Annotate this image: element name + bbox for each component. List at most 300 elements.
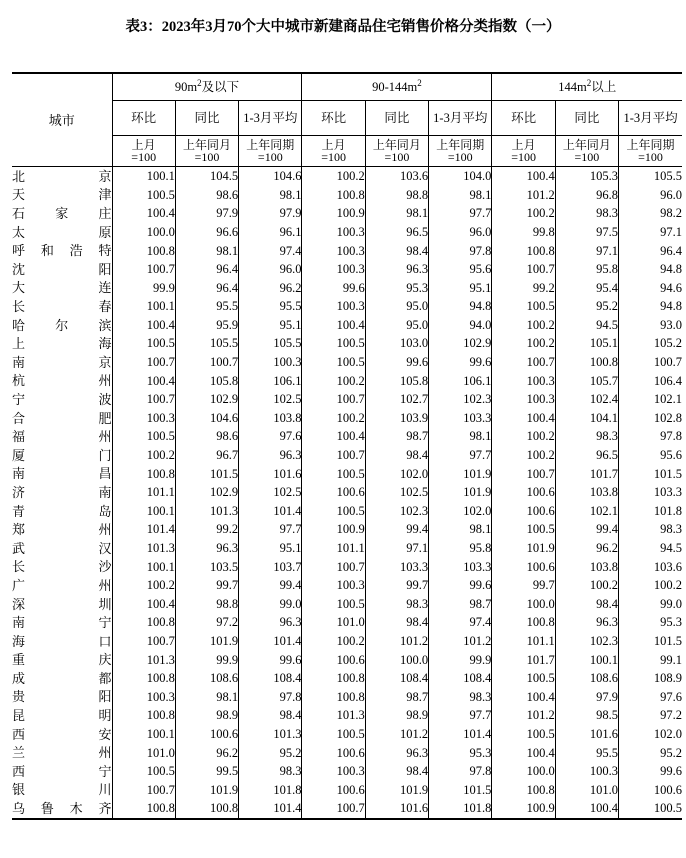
city-name-text: 西宁 — [12, 763, 112, 779]
value-cell: 97.6 — [239, 428, 302, 447]
table-row — [12, 521, 682, 540]
table-row — [12, 428, 682, 447]
city-name-cell — [12, 428, 112, 447]
city-name-cell — [12, 688, 112, 707]
value-cell: 100.3 — [302, 298, 365, 317]
table-row — [12, 335, 682, 354]
value-cell: 98.1 — [429, 428, 492, 447]
value-cell: 100.3 — [492, 391, 555, 410]
value-cell: 101.1 — [112, 483, 175, 502]
value-cell: 100.7 — [492, 260, 555, 279]
value-cell: 99.6 — [302, 279, 365, 298]
value-cell: 100.4 — [492, 688, 555, 707]
value-cell: 103.0 — [365, 335, 428, 354]
value-cell: 101.6 — [555, 725, 618, 744]
value-cell: 100.7 — [112, 391, 175, 410]
header-base-0-0 — [112, 136, 175, 167]
value-cell: 99.7 — [175, 576, 238, 595]
value-cell: 95.5 — [175, 298, 238, 317]
value-cell: 101.9 — [429, 483, 492, 502]
value-cell: 100.4 — [112, 205, 175, 224]
table-row — [12, 465, 682, 484]
city-name-text: 天津 — [12, 187, 112, 203]
value-cell: 94.8 — [429, 298, 492, 317]
value-cell: 98.3 — [555, 428, 618, 447]
value-cell: 100.2 — [302, 167, 365, 186]
value-cell: 100.4 — [492, 167, 555, 186]
value-cell: 98.1 — [175, 242, 238, 261]
value-cell: 103.8 — [555, 483, 618, 502]
value-cell: 97.7 — [239, 521, 302, 540]
value-cell: 97.9 — [555, 688, 618, 707]
value-cell: 102.1 — [555, 502, 618, 521]
header-group-2 — [492, 73, 682, 101]
value-cell: 100.6 — [302, 651, 365, 670]
city-name-text: 长沙 — [12, 559, 112, 575]
table-head — [12, 73, 682, 167]
value-cell: 104.6 — [175, 409, 238, 428]
value-cell: 100.6 — [175, 725, 238, 744]
value-cell: 101.8 — [653, 503, 682, 518]
value-cell: 102.9 — [429, 335, 492, 354]
value-cell: 102.3 — [429, 391, 492, 410]
value-cell: 101.5 — [429, 781, 492, 800]
table-row — [12, 614, 682, 633]
value-cell: 99.0 — [660, 596, 682, 611]
city-name-cell — [12, 595, 112, 614]
header-base-2-1-l1: 上年同月 — [562, 137, 611, 152]
value-cell: 100.1 — [112, 502, 175, 521]
table-row — [12, 744, 682, 763]
value-cell: 100.5 — [302, 595, 365, 614]
value-cell: 99.2 — [492, 279, 555, 298]
value-cell: 104.1 — [555, 409, 618, 428]
city-name-cell — [12, 372, 112, 391]
header-base-0-2-l1: 上年同期 — [246, 137, 295, 152]
value-cell: 108.6 — [175, 669, 238, 688]
value-cell: 101.4 — [239, 800, 302, 820]
header-row-groups — [12, 73, 682, 101]
table-row — [12, 353, 682, 372]
value-cell: 100.7 — [175, 353, 238, 372]
value-cell: 98.6 — [175, 428, 238, 447]
value-cell: 99.2 — [175, 521, 238, 540]
city-name-cell — [12, 707, 112, 726]
value-cell: 96.6 — [175, 223, 238, 242]
city-name-text: 厦门 — [12, 447, 112, 463]
value-cell: 100.5 — [302, 353, 365, 372]
value-cell: 95.8 — [429, 539, 492, 558]
table-row — [12, 558, 682, 577]
header-base-1-1 — [365, 136, 428, 167]
value-cell: 100.2 — [112, 576, 175, 595]
value-cell: 101.3 — [175, 502, 238, 521]
value-cell: 96.0 — [239, 260, 302, 279]
table-row — [12, 669, 682, 688]
table-row — [12, 483, 682, 502]
value-cell: 97.1 — [365, 539, 428, 558]
value-cell: 100.4 — [112, 372, 175, 391]
city-name-text: 长春 — [12, 299, 112, 315]
header-group-0-post: 及以下 — [201, 79, 240, 94]
value-cell: 100.7 — [302, 391, 365, 410]
value-cell: 100.6 — [653, 782, 682, 797]
value-cell: 100.1 — [112, 725, 175, 744]
table-row — [12, 391, 682, 410]
header-base-1-1-l1: 上年同月 — [372, 137, 421, 152]
value-cell: 101.0 — [112, 744, 175, 763]
header-group-0-pre: 90m — [174, 79, 198, 94]
value-cell: 108.4 — [239, 669, 302, 688]
value-cell: 100.5 — [619, 800, 682, 820]
value-cell: 101.5 — [175, 465, 238, 484]
header-group-0-sup: 2 — [197, 77, 202, 88]
value-cell: 100.3 — [302, 576, 365, 595]
header-base-2-0 — [492, 136, 555, 167]
value-cell: 97.5 — [555, 223, 618, 242]
value-cell: 102.0 — [365, 465, 428, 484]
value-cell: 100.6 — [302, 483, 365, 502]
value-cell: 99.4 — [365, 521, 428, 540]
value-cell: 100.4 — [302, 428, 365, 447]
table-row — [12, 707, 682, 726]
value-cell: 98.7 — [365, 688, 428, 707]
city-name-cell — [12, 316, 112, 335]
value-cell: 96.5 — [555, 446, 618, 465]
header-group-1-sup: 2 — [417, 77, 422, 88]
value-cell: 100.5 — [302, 502, 365, 521]
table-row — [12, 409, 682, 428]
city-name-text: 海口 — [12, 633, 112, 649]
value-cell: 103.3 — [653, 485, 682, 500]
value-cell: 108.4 — [429, 669, 492, 688]
value-cell: 99.6 — [429, 576, 492, 595]
value-cell: 98.4 — [365, 762, 428, 781]
value-cell: 100.2 — [653, 578, 682, 593]
value-cell: 96.7 — [175, 446, 238, 465]
header-base-2-0-l1: 上月 — [511, 137, 536, 152]
value-cell: 98.4 — [365, 614, 428, 633]
value-cell: 100.1 — [112, 167, 175, 186]
value-cell: 95.6 — [660, 448, 682, 463]
city-name-text: 郑州 — [12, 522, 112, 538]
value-cell: 102.7 — [365, 391, 428, 410]
value-cell: 93.0 — [660, 317, 682, 332]
value-cell: 100.8 — [112, 800, 175, 820]
value-cell: 100.1 — [555, 651, 618, 670]
table-row — [12, 632, 682, 651]
table-row — [12, 298, 682, 317]
value-cell: 100.7 — [492, 465, 555, 484]
value-cell: 103.9 — [365, 409, 428, 428]
value-cell: 96.0 — [660, 187, 682, 202]
value-cell: 100.2 — [492, 335, 555, 354]
value-cell: 105.8 — [365, 372, 428, 391]
value-cell: 100.8 — [302, 669, 365, 688]
value-cell: 96.5 — [365, 223, 428, 242]
value-cell: 100.7 — [112, 781, 175, 800]
value-cell: 100.7 — [302, 800, 365, 820]
table-row — [12, 372, 682, 391]
city-name-cell — [12, 353, 112, 372]
city-name-cell — [12, 260, 112, 279]
city-name-cell — [12, 521, 112, 540]
value-cell: 102.9 — [175, 391, 238, 410]
value-cell: 100.5 — [112, 428, 175, 447]
value-cell: 104.6 — [239, 167, 302, 186]
table-row — [12, 446, 682, 465]
value-cell: 101.8 — [239, 781, 302, 800]
value-cell: 101.9 — [175, 632, 238, 651]
city-name-text: 杭州 — [12, 373, 112, 389]
value-cell: 95.3 — [660, 615, 682, 630]
table-row — [12, 223, 682, 242]
value-cell: 100.5 — [302, 725, 365, 744]
city-name-cell — [12, 167, 112, 186]
city-name-cell — [12, 502, 112, 521]
value-cell: 98.3 — [660, 522, 682, 537]
city-name-cell — [12, 762, 112, 781]
value-cell: 101.9 — [175, 781, 238, 800]
header-measure-1-0: 环比 — [302, 101, 365, 136]
value-cell: 99.7 — [365, 576, 428, 595]
value-cell: 94.5 — [660, 541, 682, 555]
value-cell: 108.9 — [653, 671, 682, 686]
value-cell: 100.8 — [112, 707, 175, 726]
city-name-text: 沈阳 — [12, 261, 112, 277]
header-base-2-2 — [619, 136, 682, 167]
value-cell: 98.1 — [429, 186, 492, 205]
city-name-cell — [12, 391, 112, 410]
value-cell: 98.3 — [555, 205, 618, 224]
value-cell: 96.8 — [555, 186, 618, 205]
value-cell: 100.3 — [492, 372, 555, 391]
city-name-cell — [12, 205, 112, 224]
value-cell: 100.7 — [653, 355, 682, 370]
table-row — [12, 316, 682, 335]
value-cell: 100.5 — [302, 465, 365, 484]
value-cell: 97.8 — [239, 688, 302, 707]
value-cell: 95.6 — [429, 260, 492, 279]
header-group-2-post: 以上 — [591, 79, 617, 94]
value-cell: 95.2 — [239, 744, 302, 763]
value-cell: 98.1 — [429, 521, 492, 540]
value-cell: 99.6 — [239, 651, 302, 670]
value-cell: 100.4 — [492, 409, 555, 428]
table-row — [12, 539, 682, 558]
value-cell: 100.3 — [112, 409, 175, 428]
header-base-2-2-l1: 上年同期 — [626, 137, 675, 152]
value-cell: 103.7 — [239, 558, 302, 577]
value-cell: 97.8 — [429, 242, 492, 261]
value-cell: 99.1 — [660, 652, 682, 667]
header-base-0-2-l2: =100 — [257, 150, 283, 165]
value-cell: 100.8 — [112, 614, 175, 633]
value-cell: 97.4 — [239, 242, 302, 261]
value-cell: 100.6 — [302, 744, 365, 763]
value-cell: 95.2 — [555, 298, 618, 317]
value-cell: 100.6 — [492, 483, 555, 502]
city-name-cell — [12, 669, 112, 688]
value-cell: 97.9 — [239, 205, 302, 224]
value-cell: 100.3 — [302, 260, 365, 279]
value-cell: 99.9 — [429, 651, 492, 670]
value-cell: 100.8 — [492, 614, 555, 633]
value-cell: 95.3 — [429, 744, 492, 763]
value-cell: 95.0 — [365, 298, 428, 317]
value-cell: 100.2 — [492, 428, 555, 447]
value-cell: 97.2 — [175, 614, 238, 633]
value-cell: 100.4 — [492, 744, 555, 763]
city-name-cell — [12, 223, 112, 242]
value-cell: 95.9 — [175, 316, 238, 335]
city-name-cell — [12, 242, 112, 261]
value-cell: 102.8 — [653, 410, 682, 425]
city-name-cell — [12, 446, 112, 465]
value-cell: 96.4 — [175, 260, 238, 279]
header-base-1-0-l2: =100 — [321, 150, 347, 165]
value-cell: 101.2 — [365, 725, 428, 744]
header-measure-0-1: 同比 — [175, 101, 238, 136]
value-cell: 98.4 — [239, 707, 302, 726]
table-row — [12, 651, 682, 670]
page-title: 表3：2023年3月70个大中城市新建商品住宅销售价格分类指数（一） — [125, 19, 561, 35]
value-cell: 95.4 — [555, 279, 618, 298]
header-base-2-1-l2: =100 — [574, 150, 600, 165]
value-cell: 108.6 — [555, 669, 618, 688]
value-cell: 100.2 — [302, 632, 365, 651]
value-cell: 98.3 — [239, 762, 302, 781]
value-cell: 96.1 — [239, 223, 302, 242]
value-cell: 105.5 — [239, 335, 302, 354]
value-cell: 100.2 — [492, 205, 555, 224]
value-cell: 102.1 — [653, 392, 682, 407]
value-cell: 100.3 — [239, 353, 302, 372]
value-cell: 105.3 — [555, 167, 618, 186]
value-cell: 97.2 — [660, 708, 682, 723]
value-cell: 95.5 — [555, 744, 618, 763]
value-cell: 95.2 — [660, 745, 682, 760]
value-cell: 100.5 — [302, 335, 365, 354]
header-base-0-2 — [239, 136, 302, 167]
city-name-text: 武汉 — [12, 540, 112, 556]
value-cell: 101.3 — [112, 539, 175, 558]
header-group-2-pre: 144m — [558, 79, 587, 94]
city-name-text: 太原 — [12, 224, 112, 240]
city-name-cell — [12, 409, 112, 428]
value-cell: 96.2 — [239, 279, 302, 298]
city-name-text: 成都 — [12, 670, 112, 686]
value-cell: 96.4 — [175, 279, 238, 298]
header-base-1-2-l1: 上年同期 — [436, 137, 485, 152]
value-cell: 98.8 — [365, 186, 428, 205]
city-name-cell — [12, 465, 112, 484]
city-name-text: 银川 — [12, 782, 112, 798]
value-cell: 100.9 — [492, 800, 555, 820]
header-group-2-sup: 2 — [586, 77, 592, 88]
city-name-text: 石家庄 — [12, 206, 112, 222]
value-cell: 100.7 — [302, 558, 365, 577]
value-cell: 100.4 — [112, 595, 175, 614]
value-cell: 103.8 — [239, 409, 302, 428]
header-base-1-0-l1: 上月 — [321, 137, 346, 152]
value-cell: 101.9 — [365, 781, 428, 800]
city-name-cell — [12, 614, 112, 633]
value-cell: 96.2 — [175, 744, 238, 763]
value-cell: 101.4 — [112, 521, 175, 540]
city-name-text: 合肥 — [12, 410, 112, 426]
value-cell: 105.7 — [555, 372, 618, 391]
city-name-cell — [12, 298, 112, 317]
city-name-cell — [12, 744, 112, 763]
header-measure-0-0: 环比 — [112, 101, 175, 136]
value-cell: 100.7 — [112, 260, 175, 279]
value-cell: 99.0 — [239, 595, 302, 614]
value-cell: 100.6 — [492, 502, 555, 521]
city-name-text: 乌鲁木齐 — [12, 801, 112, 817]
city-name-cell — [12, 725, 112, 744]
value-cell: 100.8 — [492, 781, 555, 800]
value-cell: 98.4 — [365, 446, 428, 465]
city-name-text: 贵阳 — [12, 689, 112, 705]
city-name-text: 西安 — [12, 726, 112, 742]
value-cell: 96.3 — [175, 539, 238, 558]
value-cell: 97.4 — [429, 614, 492, 633]
city-name-cell — [12, 800, 112, 820]
value-cell: 101.4 — [429, 725, 492, 744]
value-cell: 100.3 — [112, 688, 175, 707]
table-row — [12, 502, 682, 521]
value-cell: 94.6 — [660, 280, 682, 295]
value-cell: 100.2 — [492, 446, 555, 465]
value-cell: 100.3 — [555, 762, 618, 781]
value-cell: 104.0 — [429, 167, 492, 186]
value-cell: 98.7 — [365, 428, 428, 447]
value-cell: 100.8 — [302, 688, 365, 707]
value-cell: 97.8 — [429, 762, 492, 781]
value-cell: 101.0 — [302, 614, 365, 633]
value-cell: 101.0 — [555, 781, 618, 800]
header-base-2-1 — [555, 136, 618, 167]
header-group-1-pre: 90-144m — [372, 79, 418, 94]
city-name-cell — [12, 781, 112, 800]
city-name-text: 广州 — [12, 577, 112, 593]
header-base-0-1-l1: 上年同月 — [182, 137, 231, 152]
value-cell: 100.2 — [555, 576, 618, 595]
value-cell: 102.5 — [239, 483, 302, 502]
table-row — [12, 260, 682, 279]
city-name-cell — [12, 483, 112, 502]
value-cell: 100.5 — [492, 669, 555, 688]
value-cell: 101.4 — [239, 632, 302, 651]
header-measure-2-0: 环比 — [492, 101, 555, 136]
value-cell: 100.0 — [365, 651, 428, 670]
value-cell: 105.2 — [653, 336, 682, 351]
value-cell: 100.5 — [492, 298, 555, 317]
city-name-text: 深圳 — [12, 596, 112, 612]
value-cell: 105.8 — [175, 372, 238, 391]
value-cell: 100.8 — [112, 669, 175, 688]
value-cell: 96.3 — [365, 260, 428, 279]
value-cell: 103.3 — [429, 409, 492, 428]
header-base-2-0-l2: =100 — [511, 150, 536, 165]
value-cell: 100.8 — [302, 186, 365, 205]
value-cell: 108.4 — [365, 669, 428, 688]
city-name-text: 呼和浩特 — [12, 243, 112, 259]
value-cell: 100.0 — [492, 762, 555, 781]
city-name-text: 上海 — [12, 336, 112, 352]
value-cell: 94.8 — [660, 262, 682, 277]
